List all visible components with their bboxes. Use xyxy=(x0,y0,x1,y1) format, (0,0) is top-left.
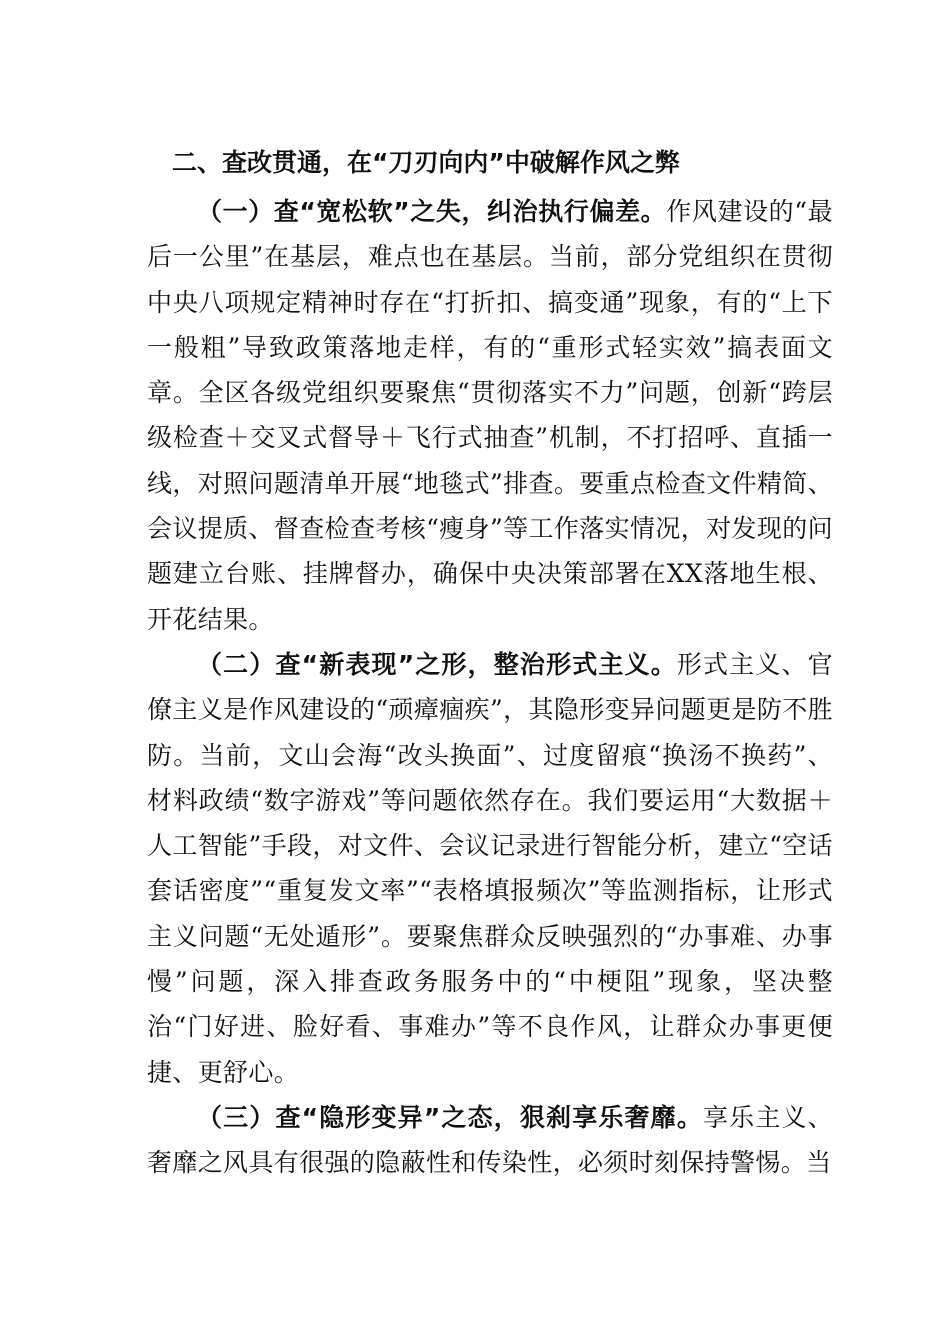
paragraph-2 xyxy=(147,642,833,1095)
paragraph-3 xyxy=(147,1095,833,1186)
section-heading: 二、查改贯通，在“刀刃向内”中破解作风之弊 xyxy=(172,148,680,177)
paragraph-3-lead: （三）查“隐形变异”之态，狠刹享乐奢靡。 xyxy=(197,1102,703,1132)
paragraph-2-body: 形式主义、官僚主义是作风建设的“顽瘴痼疾”，其隐形变异问题更是防不胜防。当前，文山会海“改头换面”、过度留痕“换汤不换药”、材料政绩“数字游戏”等问题依然存在。我们要运用“大数据＋人工智能”手段，对文件、会议记录进行智能分析，建立“空话套话密度”“重复发文率”“表格填报频次”等监测指标，让形式主义问题“无处遁形”。要聚焦群众反映强烈的“办事难、办事慢”问题，深入排查政务服务中的“中梗阻”现象，坚决整治“门好进、脸好看、事难办”等不良作风，让群众办事更便捷、更舒心。 xyxy=(147,649,833,1087)
paragraph-2-lead: （二）查“新表现”之形，整治形式主义。 xyxy=(197,649,677,679)
paragraph-1 xyxy=(147,189,833,642)
paragraph-1-lead: （一）查“宽松软”之失，纠治执行偏差。 xyxy=(197,197,667,226)
paragraph-1-body: 作风建设的“最后一公里”在基层，难点也在基层。当前，部分党组织在贯彻中央八项规定精神时存在“打折扣、搞变通”现象，有的“上下一般粗”导致政策落地走样，有的“重形式轻实效”搞表面文章。全区各级党组织要聚焦“贯彻落实不力”问题，创新“跨层级检查＋交叉式督导＋飞行式抽查”机制，不打招呼、直插一线，对照问题清单开展“地毯式”排查。要重点检查文件精简、会议提质、督查检查考核“瘦身”等工作落实情况，对发现的问题建立台账、挂牌督办，确保中央决策部署在XX落地生根、开花结果。 xyxy=(147,197,833,634)
paragraph-3-body: 享乐主义、奢靡之风具有很强的隐蔽性和传染性，必须时刻保持警惕。当 xyxy=(147,1102,833,1178)
document-body xyxy=(147,140,833,1186)
